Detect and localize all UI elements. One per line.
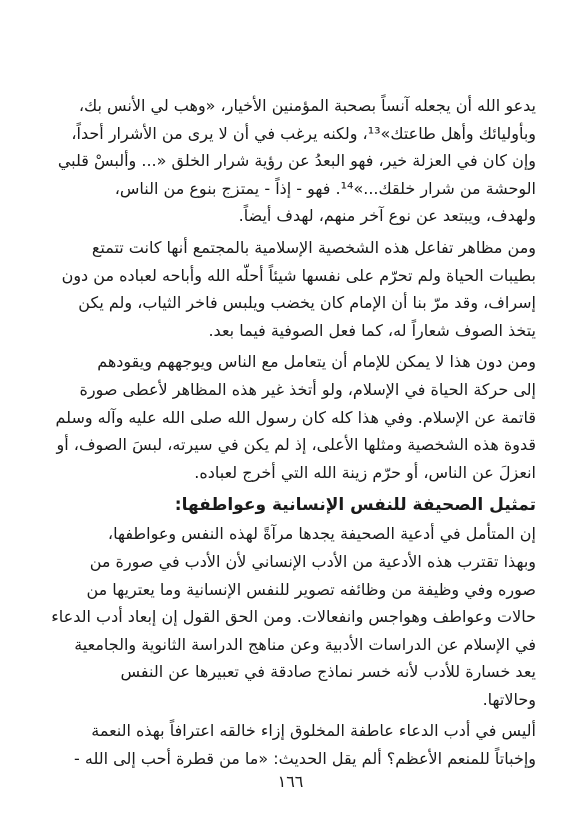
text-line: حالات وعواطف وهواجس وانفعالات. ومن الحق القول إن إبعاد أدب الدعاء — [51, 607, 536, 627]
text-line: ومن مظاهر تفاعل هذه الشخصية الإسلامية بالمجتمع أنها كانت تتمتع — [91, 237, 536, 257]
text-line: وبهذا تقترب هذه الأدعية من الأدب الإنساني لأن الأدب في صورة من — [89, 551, 536, 571]
text-line: قاتمة عن الإسلام. وفي هذا كله كان رسول الله صلى الله عليه وآله وسلم — [55, 407, 536, 427]
text-line: وحالاتها. — [482, 689, 536, 709]
paragraph-5 — [48, 717, 536, 772]
text-line: الوحشة من شرار خلقك...»¹⁴. فهو - إذاً - يمتزج بنوع من الناس، — [114, 178, 536, 198]
text-line: يدعو الله أن يجعله آنساً بصحبة المؤمنين الأخيار، «وهب لي الأنس بك، — [78, 96, 536, 115]
text-line: ومن دون هذا لا يمكن للإمام أن يتعامل مع الناس ويوجههم ويقودهم — [97, 352, 536, 372]
text-line: ولهدف، ويبتعد عن نوع آخر منهم، لهدف أيضاً. — [238, 206, 536, 226]
paragraph-4 — [48, 520, 536, 713]
text-line: إلى حركة الحياة في الإسلام، ولو أتخذ غير هذه المظاهر لأعطى صورة — [79, 379, 536, 399]
section-heading: تمثيل الصحيفة للنفس الإنسانية وعواطفها: — [174, 495, 536, 516]
text-line: يعد خسارة للأدب لأنه خسر نماذج صادقة في تعبيرها عن النفس — [120, 662, 536, 682]
paragraph-3 — [48, 348, 536, 486]
text-line: وبأوليائك وأهل طاعتك»¹³، ولكنه يرغب في أن لا يرى من الأشرار أحداً، — [71, 123, 536, 143]
text-line: إن المتأمل في أدعية الصحيفة يجدها مرآةً لهذه النفس وعواطفها، — [107, 524, 536, 544]
text-line: إسراف، وقد مرّ بنا أن الإمام كان يخضب ويلبس فاخر الثياب، ولم يكن — [78, 293, 536, 313]
text-line: قدوة هذه الشخصية ومثلها الأعلى، إذ لم يكن في سيرته، لبسَ الصوف، أو — [56, 435, 536, 455]
page-body — [48, 92, 536, 773]
text-line: انعزلَ عن الناس، أو حرّم زينة الله التي أخرج لعباده. — [194, 462, 536, 482]
paragraph-1 — [48, 92, 536, 230]
page-number: ١٦٦ — [277, 772, 304, 791]
text-line: يتخذ الصوف شعاراً له، كما فعل الصوفية فيما بعد. — [208, 320, 536, 340]
paragraph-2 — [48, 234, 536, 344]
text-line: صوره وفي وظيفة من وظائفه تصوير للنفس الإنسانية وما يعتريها من — [86, 579, 536, 599]
text-line: وإخباتاً للمنعم الأعظم؟ ألم يقل الحديث: «ما من قطرة أحب إلى الله - — [74, 749, 536, 769]
text-line: أليس في أدب الدعاء عاطفة المخلوق إزاء خالقه اعترافاً بهذه النعمة — [91, 721, 536, 741]
text-line: في الإسلام عن الدراسات الأدبية وعن مناهج الدراسة الثانوية والجامعية — [74, 634, 536, 654]
text-line: وإن كان في العزلة خير، فهو البعدُ عن رؤية شرار الخلق «... وألبسْ قلبي — [57, 151, 536, 171]
text-line: بطيبات الحياة ولم تحرّم على نفسها شيئاً أحلّه الله وأباحه لعباده من دون — [61, 265, 536, 285]
